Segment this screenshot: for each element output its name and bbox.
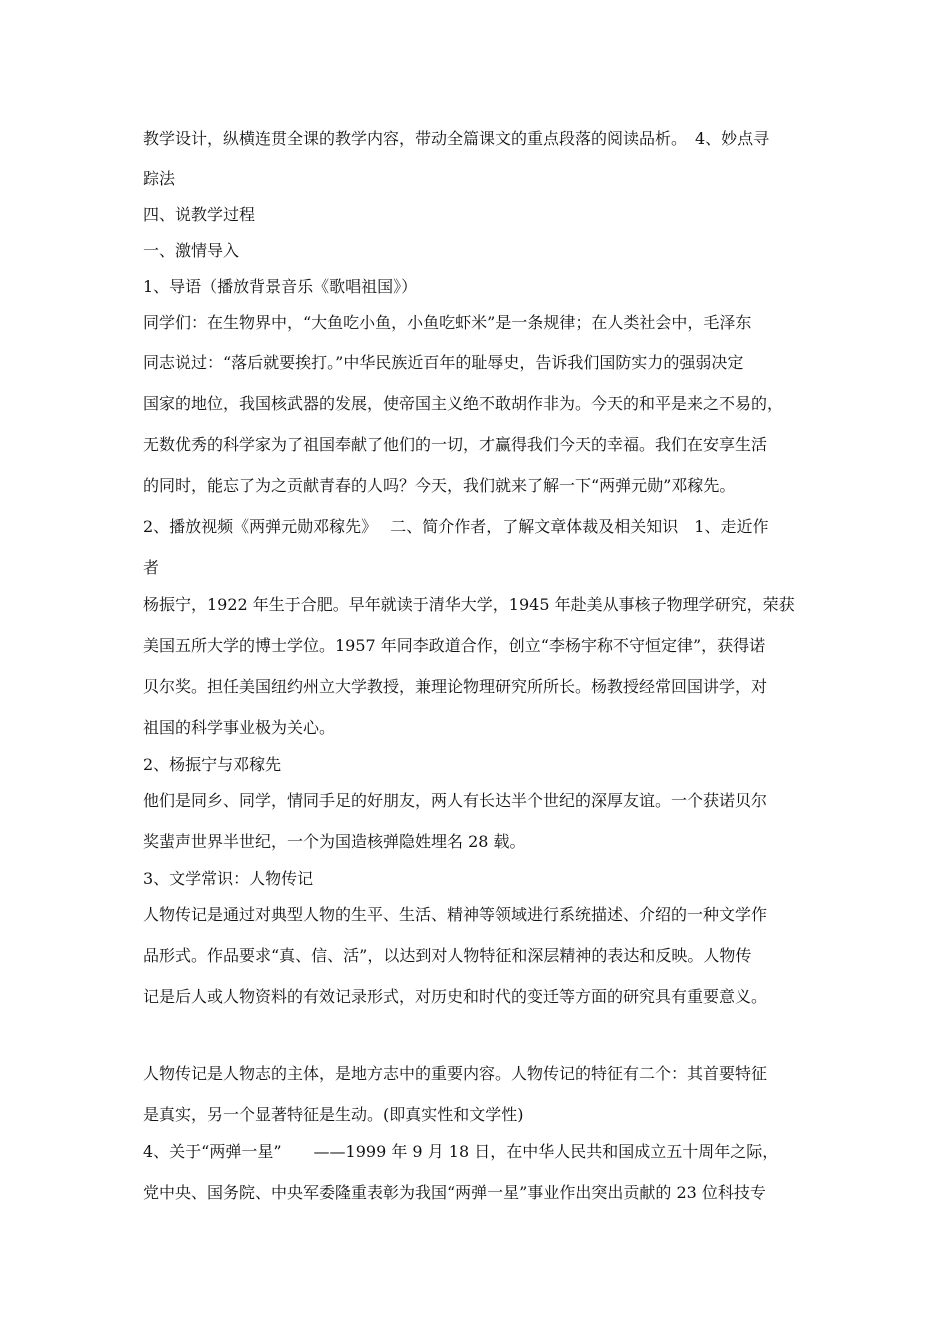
paragraph-line: 者 <box>143 558 160 577</box>
paragraph-line: 无数优秀的科学家为了祖国奉献了他们的一切，才赢得我们今天的幸福。我们在安享生活 <box>143 435 768 454</box>
paragraph-line: 同学们：在生物界中，“大鱼吃小鱼，小鱼吃虾米”是一条规律；在人类社会中，毛泽东 <box>143 313 752 332</box>
paragraph-line: 踪法 <box>143 169 176 188</box>
paragraph-line: 同志说过：“落后就要挨打。”中华民族近百年的耻辱史，告诉我们国防实力的强弱决定 <box>143 353 744 372</box>
paragraph-line: 国家的地位，我国核武器的发展，使帝国主义绝不敢胡作非为。今天的和平是来之不易的， <box>143 394 784 413</box>
section-heading: 一、激情导入 <box>143 241 240 260</box>
paragraph-line: 是真实，另一个显著特征是生动。(即真实性和文学性) <box>143 1105 524 1124</box>
subheading: 3、文学常识：人物传记 <box>143 869 314 888</box>
paragraph-line: 2、播放视频《两弹元勋邓稼先》 二、简介作者，了解文章体裁及相关知识 1、走近作 <box>143 517 769 536</box>
paragraph-line: 贝尔奖。担任美国纽约州立大学教授，兼理论物理研究所所长。杨教授经常回国讲学，对 <box>143 677 768 696</box>
paragraph-line: 他们是同乡、同学，情同手足的好朋友，两人有长达半个世纪的深厚友谊。一个获诺贝尔 <box>143 791 768 810</box>
paragraph-line: 党中央、国务院、中央军委隆重表彰为我国“两弹一星”事业作出突出贡献的 23 位科技专 <box>143 1183 766 1202</box>
paragraph-line: 记是后人或人物资料的有效记录形式，对历史和时代的变迁等方面的研究具有重要意义。 <box>143 987 768 1006</box>
section-heading: 四、说教学过程 <box>143 205 256 224</box>
paragraph-line: 杨振宁，1922 年生于合肥。早年就读于清华大学，1945 年赴美从事核子物理学研究，荣获 <box>143 595 795 614</box>
paragraph-line: 祖国的科学事业极为关心。 <box>143 718 336 737</box>
paragraph-line: 人物传记是通过对典型人物的生平、生活、精神等领域进行系统描述、介绍的一种文学作 <box>143 905 768 924</box>
subheading: 2、杨振宁与邓稼先 <box>143 755 282 774</box>
paragraph-line: 奖蜚声世界半世纪，一个为国造核弹隐姓埋名 28 载。 <box>143 832 526 851</box>
subheading: 1、导语（播放背景音乐《歌唱祖国》） <box>143 277 418 296</box>
paragraph-line: 教学设计，纵横连贯全课的教学内容，带动全篇课文的重点段落的阅读品析。 4、妙点寻 <box>143 129 770 148</box>
paragraph-line: 美国五所大学的博士学位。1957 年同李政道合作，创立“李杨宇称不守恒定律”，获得诺 <box>143 636 766 655</box>
paragraph-line: 的同时，能忘了为之贡献青春的人吗？今天，我们就来了解一下“两弹元勋”邓稼先。 <box>143 476 736 495</box>
paragraph-line: 人物传记是人物志的主体，是地方志中的重要内容。人物传记的特征有二个：其首要特征 <box>143 1064 768 1083</box>
subheading: 4、关于“两弹一星” ——1999 年 9 月 18 日，在中华人民共和国成立五十周年之际， <box>143 1142 779 1161</box>
paragraph-line: 品形式。作品要求“真、信、活”，以达到对人物特征和深层精神的表达和反映。人物传 <box>143 946 752 965</box>
